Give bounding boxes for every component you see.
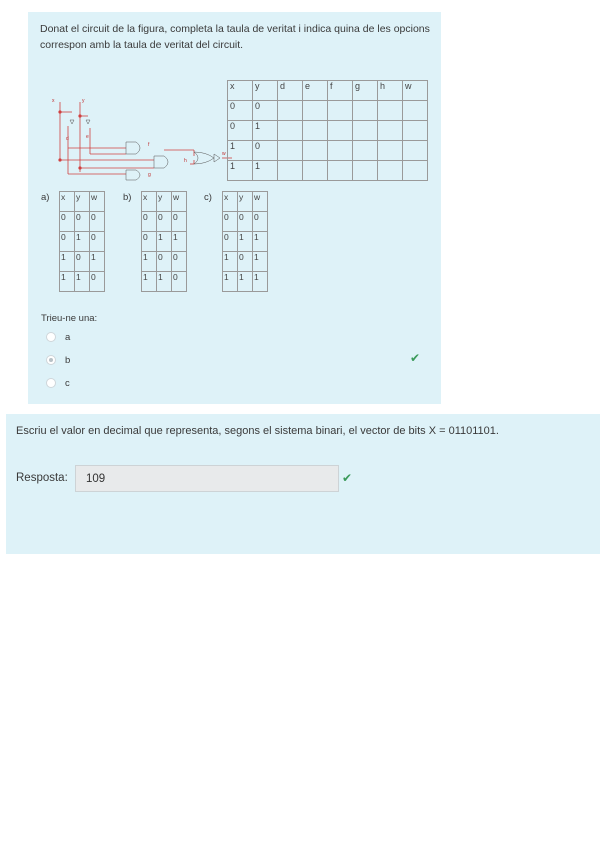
option-cell: 0 [238,252,253,272]
truth-cell [278,141,303,161]
option-cell: 1 [90,252,105,272]
option-header-cell: y [157,192,172,212]
truth-cell: 1 [228,161,253,181]
answer-label: Resposta: [16,472,68,484]
choose-one-label: Trieu-ne una: [41,313,98,324]
truth-cell [403,161,428,181]
choice-b-text: b [65,354,71,366]
radio-b[interactable] [46,355,56,365]
option-row [60,272,105,292]
truth-cell: 0 [228,101,253,121]
truth-cell: 1 [253,121,278,141]
truth-cell [328,101,353,121]
truth-cell: 0 [228,121,253,141]
option-cell: 0 [172,272,187,292]
question-2-panel [6,414,600,554]
option-cell: 0 [75,212,90,232]
answer-correct-check-icon: ✔ [342,471,353,485]
truth-row [228,161,428,181]
choice-c[interactable] [46,376,70,390]
circuit-label-w: w [222,151,226,157]
truth-row [228,101,428,121]
logic-circuit-diagram [44,82,244,192]
option-cell: 1 [253,252,268,272]
choice-c-text: c [65,377,70,389]
truth-header-cell: d [278,81,303,101]
option-cell: 1 [157,272,172,292]
truth-cell [303,141,328,161]
option-cell: 1 [157,232,172,252]
option-cell: 0 [172,212,187,232]
option-cell: 1 [223,272,238,292]
option-a-label: a) [41,192,50,203]
option-b-label: b) [123,192,132,203]
truth-row [228,121,428,141]
option-cell: 0 [172,252,187,272]
truth-cell [328,121,353,141]
truth-cell: 0 [253,101,278,121]
correct-check-icon: ✔ [410,351,421,365]
option-cell: 1 [172,232,187,252]
option-cell: 1 [238,272,253,292]
truth-cell [378,121,403,141]
truth-header-cell: y [253,81,278,101]
option-header-cell: x [142,192,157,212]
truth-cell [403,121,428,141]
option-cell: 0 [60,232,75,252]
option-cell: 0 [142,212,157,232]
truth-table [227,80,428,181]
truth-cell [353,141,378,161]
circuit-label-d: d [66,136,69,142]
truth-header-cell: h [378,81,403,101]
option-row [142,212,187,232]
option-header-cell: x [223,192,238,212]
option-cell: 1 [142,252,157,272]
option-cell: 1 [223,252,238,272]
option-c-table [222,191,268,292]
option-cell: 1 [238,232,253,252]
truth-header-cell: x [228,81,253,101]
option-cell: 0 [157,212,172,232]
option-cell: 1 [60,272,75,292]
option-row [60,252,105,272]
truth-cell [403,141,428,161]
option-header-row [223,192,268,212]
truth-cell [328,141,353,161]
option-cell: 1 [60,252,75,272]
radio-a[interactable] [46,332,56,342]
option-header-cell: y [238,192,253,212]
option-row [142,232,187,252]
truth-cell [278,161,303,181]
truth-header-cell: e [303,81,328,101]
truth-cell: 1 [253,161,278,181]
option-row [223,212,268,232]
truth-cell [303,121,328,141]
option-cell: 0 [253,212,268,232]
circuit-label-h: h [184,158,187,164]
option-cell: 0 [223,232,238,252]
option-cell: 0 [90,232,105,252]
option-cell: 0 [223,212,238,232]
option-cell: 0 [75,252,90,272]
truth-cell [353,121,378,141]
option-row [223,252,268,272]
truth-header-row [228,81,428,101]
choice-b[interactable] [46,353,70,367]
truth-cell: 0 [253,141,278,161]
question-2-text: Escriu el valor en decimal que representa, segons el sistema binari, el vector de bits X = 01101101. [16,425,499,437]
question-1-panel [28,12,441,404]
option-row [60,232,105,252]
truth-cell [278,101,303,121]
option-c-label: c) [204,192,212,203]
circuit-label-x: x [52,98,55,104]
truth-header-cell: g [353,81,378,101]
circuit-label-f: f [148,142,150,148]
truth-cell [378,161,403,181]
option-cell: 1 [75,272,90,292]
truth-cell: 1 [228,141,253,161]
option-header-cell: x [60,192,75,212]
option-header-cell: y [75,192,90,212]
answer-input[interactable] [75,465,339,492]
option-row [142,252,187,272]
truth-cell [303,101,328,121]
option-cell: 0 [90,272,105,292]
option-cell: 0 [157,252,172,272]
option-cell: 0 [238,212,253,232]
question-1-text: Donat el circuit de la figura, completa la taula de veritat i indica quina de les opcions correspon amb la taula de veritat del circuit. [40,23,430,51]
option-header-cell: w [253,192,268,212]
option-row [223,232,268,252]
option-a-table [59,191,105,292]
choice-a-text: a [65,331,71,343]
option-cell: 0 [60,212,75,232]
circuit-label-y: y [82,98,85,104]
radio-c[interactable] [46,378,56,388]
option-header-row [60,192,105,212]
option-cell: 0 [142,232,157,252]
option-row [142,272,187,292]
truth-cell [353,161,378,181]
truth-row [228,141,428,161]
truth-cell [378,141,403,161]
option-cell: 1 [75,232,90,252]
option-b-table [141,191,187,292]
truth-cell [353,101,378,121]
truth-cell [378,101,403,121]
choice-a[interactable] [46,330,70,344]
truth-cell [403,101,428,121]
option-row [60,212,105,232]
circuit-label-g: g [148,172,151,178]
option-cell: 1 [142,272,157,292]
option-header-cell: w [90,192,105,212]
truth-cell [328,161,353,181]
option-cell: 1 [253,232,268,252]
option-row [223,272,268,292]
option-header-cell: w [172,192,187,212]
truth-cell [303,161,328,181]
option-cell: 0 [90,212,105,232]
truth-header-cell: w [403,81,428,101]
circuit-label-e: e [86,134,89,140]
truth-cell [278,121,303,141]
option-cell: 1 [253,272,268,292]
truth-header-cell: f [328,81,353,101]
option-header-row [142,192,187,212]
